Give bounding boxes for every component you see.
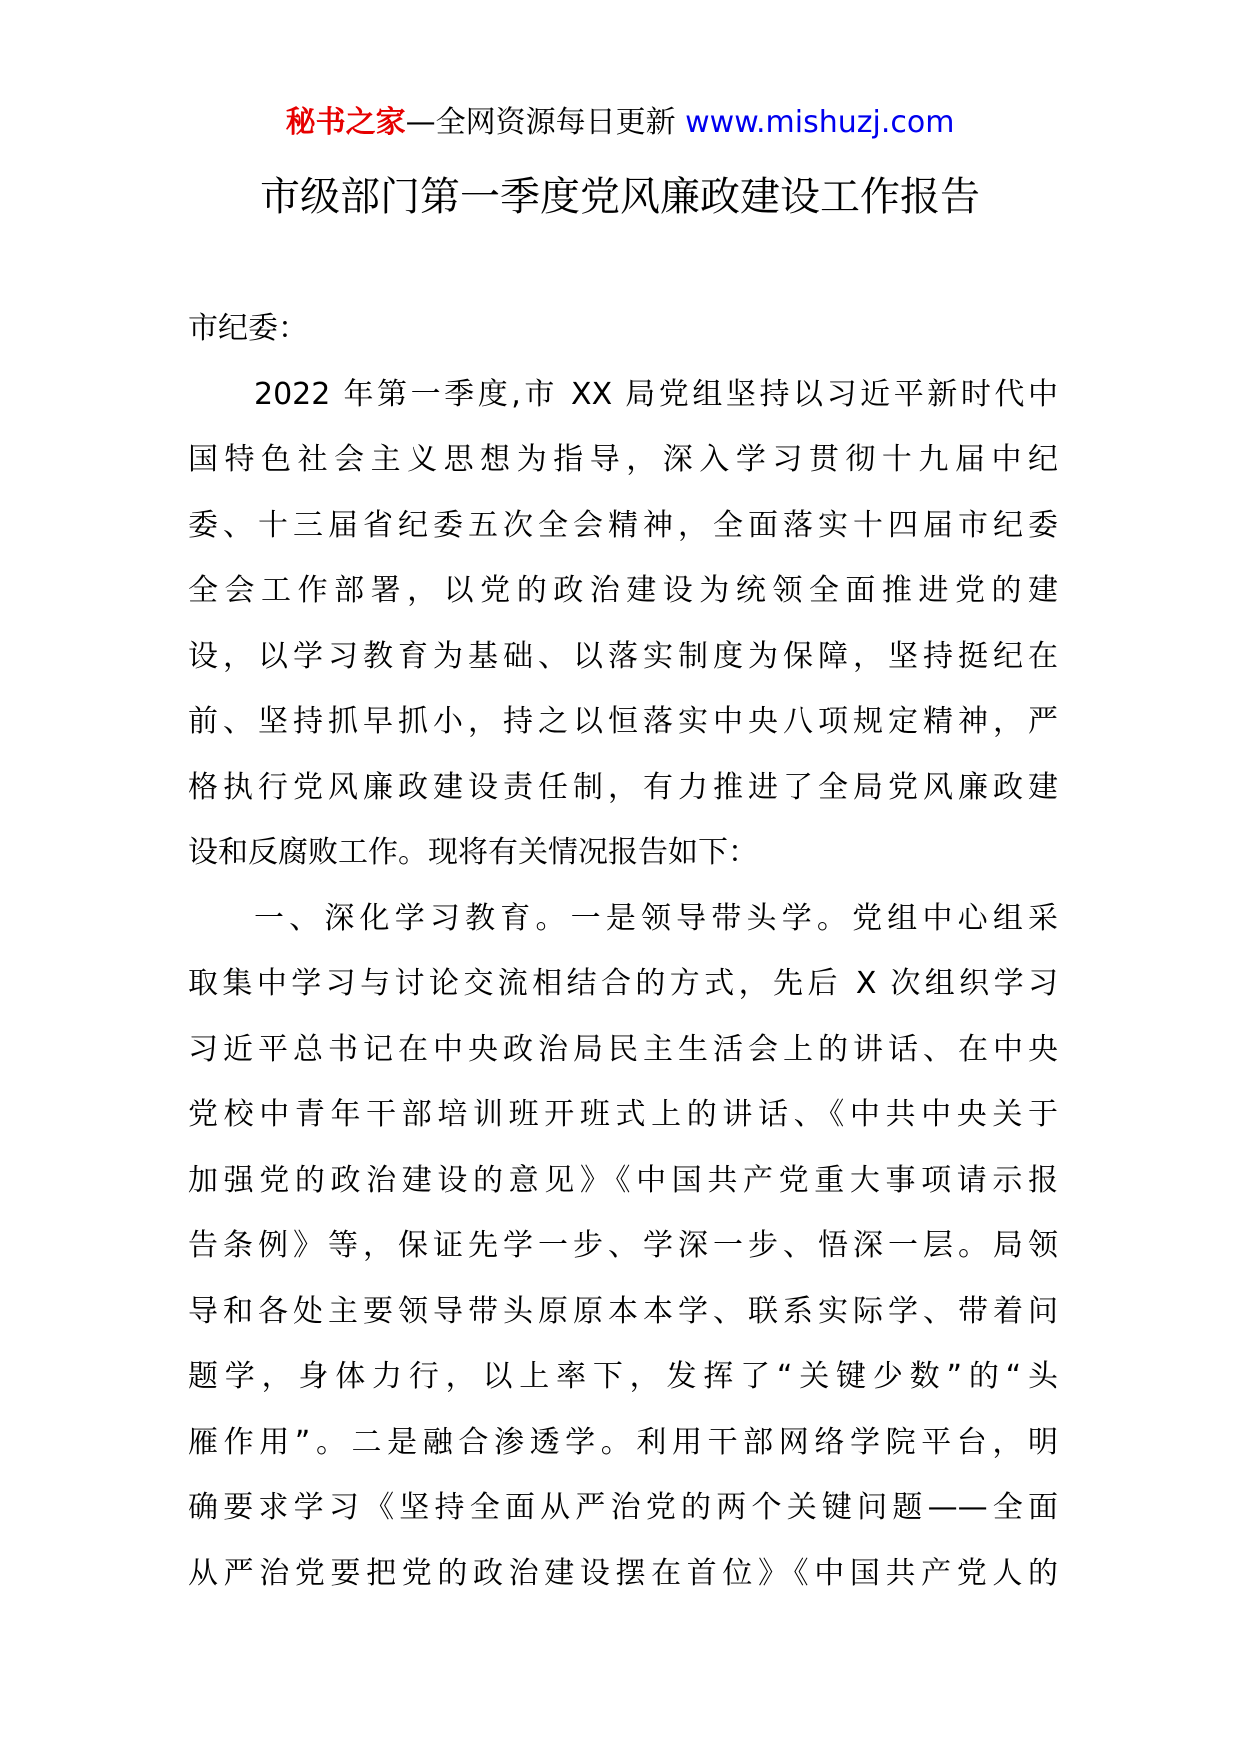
body-line: 确要求学习《坚持全面从严治党的两个关键问题——全面 (188, 1490, 1058, 1525)
body-line: 全会工作部署，以党的政治建设为统领全面推进党的建 (188, 573, 1058, 608)
header-tagline: —全网资源每日更新 (405, 105, 686, 140)
body-line: 告条例》等，保证先学一步、学深一步、悟深一层。局领 (188, 1228, 1058, 1263)
body-line: 加强党的政治建设的意见》《中国共产党重大事项请示报 (188, 1162, 1058, 1198)
body-line: 国特色社会主义思想为指导，深入学习贯彻十九届中纪 (188, 442, 1058, 477)
document-title: 市级部门第一季度党风廉政建设工作报告 (260, 174, 980, 220)
salutation: 市纪委： (188, 311, 308, 346)
site-url-link[interactable]: www.mishuzj.com (685, 105, 955, 140)
body-line: 习近平总书记在中央政治局民主生活会上的讲话、在中央 (188, 1031, 1058, 1067)
document-body (188, 296, 1058, 1606)
body-line: 设和反腐败工作。现将有关情况报告如下： (188, 835, 758, 870)
body-line: 取集中学习与讨论交流相结合的方式，先后 X 次组织学习 (188, 966, 1058, 1001)
body-line: 一、深化学习教育。一是领导带头学。党组中心组采 (254, 900, 1058, 936)
body-line: 题学，身体力行，以上率下，发挥了“关键少数”的“头 (188, 1359, 1058, 1394)
body-line: 前、坚持抓早抓小，持之以恒落实中央八项规定精神，严 (188, 704, 1058, 739)
brand-name: 秘书之家 (285, 105, 406, 140)
body-line: 导和各处主要领导带头原原本本学、联系实际学、带着问 (188, 1293, 1058, 1329)
body-line: 格执行党风廉政建设责任制，有力推进了全局党风廉政建 (188, 769, 1058, 805)
body-line: 委、十三届省纪委五次全会精神，全面落实十四届市纪委 (188, 507, 1058, 543)
body-line: 从严治党要把党的政治建设摆在首位》《中国共产党人的 (188, 1555, 1058, 1591)
body-line: 2022 年第一季度,市 XX 局党组坚持以习近平新时代中 (254, 376, 1058, 412)
body-line: 设，以学习教育为基础、以落实制度为保障，坚持挺纪在 (188, 638, 1058, 674)
body-line: 雁作用”。二是融合渗透学。利用干部网络学院平台，明 (188, 1424, 1058, 1460)
body-line: 党校中青年干部培训班开班式上的讲话、《中共中央关于 (188, 1097, 1058, 1132)
site-header (0, 100, 1240, 146)
